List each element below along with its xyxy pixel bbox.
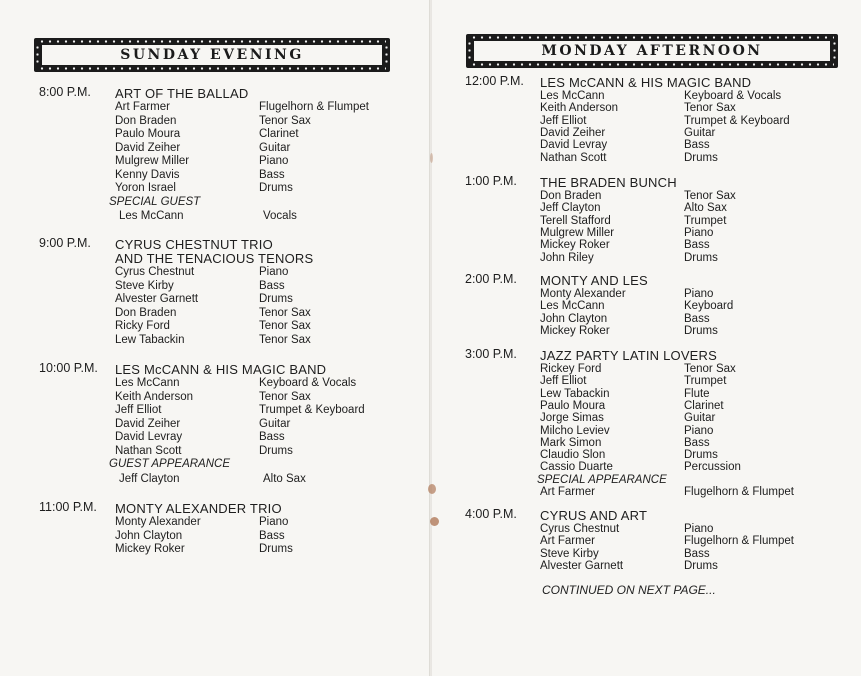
instrument: Bass <box>684 139 710 152</box>
instrument: Bass <box>684 312 710 325</box>
slot-time: 1:00 P.M. <box>465 174 517 188</box>
musician-name: John Clayton <box>540 312 608 325</box>
musician-name: David Zeiher <box>540 126 606 139</box>
instrument: Guitar <box>259 417 291 430</box>
schedule-slot <box>39 236 419 346</box>
continued-note: CONTINUED ON NEXT PAGE... <box>542 583 716 597</box>
instrument: Piano <box>259 516 289 528</box>
instrument: Drums <box>259 182 293 194</box>
section-title: MONDAY AFTERNOON <box>541 43 763 59</box>
musician-name: Paulo Moura <box>115 128 181 140</box>
instrument: Tenor Sax <box>259 320 311 332</box>
instrument: Drums <box>684 324 718 337</box>
musician-name: Keith Anderson <box>115 390 194 403</box>
paper-stain <box>428 484 436 494</box>
musician-name: Monty Alexander <box>540 288 626 300</box>
musician-name: Lew Tabackin <box>540 387 610 400</box>
instrument: Drums <box>684 559 718 572</box>
musician-name: Don Braden <box>115 306 177 319</box>
slot-time: 4:00 P.M. <box>465 507 517 521</box>
instrument: Piano <box>684 424 714 437</box>
instrument: Bass <box>259 279 285 292</box>
instrument: Drums <box>684 151 718 164</box>
musician-name: Jeff Elliot <box>540 375 587 388</box>
instrument: Flugelhorn & Flumpet <box>259 101 369 113</box>
paper-stain <box>430 517 439 526</box>
musician-name: Cassio Duarte <box>540 461 613 474</box>
instrument: Keyboard & Vocals <box>259 377 357 389</box>
instrument: Drums <box>684 251 718 264</box>
musician-name: John Clayton <box>115 529 183 542</box>
instrument: Flute <box>684 387 710 400</box>
musician-name: Mickey Roker <box>540 239 610 252</box>
instrument: Alto Sax <box>263 472 306 485</box>
instrument: Tenor Sax <box>259 390 311 403</box>
musician-name: Les McCann <box>540 90 605 102</box>
act-title: ART OF THE BALLAD <box>115 86 249 101</box>
musician-name: Jeff Clayton <box>540 202 601 215</box>
act-title: LES McCANN & HIS MAGIC BAND <box>115 362 327 377</box>
instrument: Bass <box>684 547 710 560</box>
musician-name: Steve Kirby <box>540 547 599 560</box>
instrument: Tenor Sax <box>259 114 311 127</box>
section-title: SUNDAY EVENING <box>120 47 304 63</box>
act-title: MONTY AND LES <box>540 273 648 288</box>
musician-name: Mickey Roker <box>115 543 185 555</box>
instrument: Alto Sax <box>684 202 727 215</box>
musician-name: Nathan Scott <box>540 151 607 164</box>
musician-name: Ricky Ford <box>115 320 170 332</box>
instrument: Drums <box>684 449 718 462</box>
instrument: Vocals <box>263 210 297 222</box>
instrument: Keyboard <box>684 300 734 313</box>
musician-name: David Levray <box>115 431 183 443</box>
musician-name: Art Farmer <box>540 486 595 498</box>
musician-name: David Levray <box>540 139 608 152</box>
instrument: Flugelhorn & Flumpet <box>684 535 794 548</box>
instrument: Piano <box>684 288 714 300</box>
schedule-slot <box>465 347 855 498</box>
musician-name: Steve Kirby <box>115 279 174 292</box>
instrument: Piano <box>259 266 289 278</box>
musician-name: Art Farmer <box>540 535 595 548</box>
musician-name: Nathan Scott <box>115 444 182 457</box>
musician-name: Jeff Elliot <box>115 404 162 416</box>
instrument: Flugelhorn & Flumpet <box>684 486 794 498</box>
musician-name: Cyrus Chestnut <box>115 266 195 278</box>
slot-time: 12:00 P.M. <box>465 74 524 88</box>
instrument: Guitar <box>684 126 716 139</box>
schedule-slot <box>465 272 855 337</box>
instrument: Bass <box>684 436 710 449</box>
instrument: Tenor Sax <box>259 333 311 346</box>
guest-heading: SPECIAL APPEARANCE <box>537 473 667 486</box>
musician-name: Les McCann <box>115 377 180 389</box>
musician-name: John Riley <box>540 251 594 264</box>
musician-name: Alvester Garnett <box>540 559 624 572</box>
musician-name: Mulgrew Miller <box>540 226 615 239</box>
instrument: Piano <box>684 523 714 535</box>
instrument: Bass <box>259 529 285 542</box>
instrument: Piano <box>684 226 714 239</box>
musician-name: Don Braden <box>115 114 177 127</box>
instrument: Piano <box>259 155 289 167</box>
instrument: Clarinet <box>684 399 724 412</box>
slot-time: 9:00 P.M. <box>39 236 91 250</box>
right-page <box>432 0 861 676</box>
musician-name: Keith Anderson <box>540 102 619 115</box>
instrument: Drums <box>259 293 293 305</box>
schedule-slot <box>465 507 855 572</box>
schedule-slot <box>39 361 419 485</box>
instrument: Trumpet & Keyboard <box>259 404 365 416</box>
musician-name: Art Farmer <box>115 101 170 113</box>
guest-heading: SPECIAL GUEST <box>109 195 201 208</box>
paper-stain <box>430 153 433 163</box>
instrument: Tenor Sax <box>684 190 736 202</box>
slot-time: 3:00 P.M. <box>465 347 517 361</box>
musician-name: Les McCann <box>540 300 605 313</box>
schedule-slot <box>465 74 855 164</box>
instrument: Clarinet <box>259 128 299 140</box>
instrument: Drums <box>259 543 293 555</box>
guest-heading: GUEST APPEARANCE <box>109 458 230 470</box>
instrument: Trumpet <box>684 375 727 388</box>
act-title: CYRUS CHESTNUT TRIO <box>115 237 273 252</box>
musician-name: Milcho Leviev <box>540 424 610 437</box>
slot-time: 2:00 P.M. <box>465 272 517 286</box>
musician-name: Yoron Israel <box>115 182 176 194</box>
musician-name: Jeff Elliot <box>540 114 587 127</box>
marquee-header-right <box>466 34 838 68</box>
musician-name: Les McCann <box>119 210 184 222</box>
musician-name: Paulo Moura <box>540 399 606 412</box>
instrument: Guitar <box>684 412 716 425</box>
musician-name: Kenny Davis <box>115 168 180 181</box>
instrument: Tenor Sax <box>259 306 311 319</box>
musician-name: Mark Simon <box>540 436 602 449</box>
musician-name: Lew Tabackin <box>115 333 185 346</box>
instrument: Drums <box>259 444 293 457</box>
musician-name: Terell Stafford <box>540 214 611 227</box>
musician-name: David Zeiher <box>115 141 181 154</box>
act-title: LES McCANN & HIS MAGIC BAND <box>540 75 752 90</box>
instrument: Guitar <box>259 141 291 154</box>
instrument: Bass <box>259 431 285 443</box>
instrument: Percussion <box>684 461 741 474</box>
instrument: Bass <box>684 239 710 252</box>
instrument: Bass <box>259 168 285 181</box>
instrument: Keyboard & Vocals <box>684 90 782 102</box>
instrument: Tenor Sax <box>684 363 736 375</box>
slot-time: 11:00 P.M. <box>39 500 97 514</box>
musician-name: Cyrus Chestnut <box>540 523 620 535</box>
musician-name: David Zeiher <box>115 417 181 430</box>
act-title: AND THE TENACIOUS TENORS <box>115 251 314 266</box>
act-title: MONTY ALEXANDER TRIO <box>115 501 282 516</box>
left-page <box>0 0 430 676</box>
act-title: JAZZ PARTY LATIN LOVERS <box>540 348 718 363</box>
slot-time: 8:00 P.M. <box>39 85 91 99</box>
musician-name: Jorge Simas <box>540 412 604 425</box>
musician-name: Claudio Slon <box>540 449 606 462</box>
musician-name: Jeff Clayton <box>119 472 180 485</box>
instrument: Tenor Sax <box>684 102 736 115</box>
instrument: Trumpet <box>684 214 727 227</box>
slot-time: 10:00 P.M. <box>39 361 98 375</box>
musician-name: Rickey Ford <box>540 363 602 375</box>
musician-name: Alvester Garnett <box>115 293 199 305</box>
musician-name: Mickey Roker <box>540 324 610 337</box>
schedule-slot <box>465 174 855 264</box>
schedule-slot <box>39 85 419 222</box>
marquee-header-left <box>34 38 390 72</box>
musician-name: Monty Alexander <box>115 516 201 528</box>
musician-name: Don Braden <box>540 190 602 202</box>
schedule-slot <box>39 500 419 555</box>
act-title: THE BRADEN BUNCH <box>540 175 677 190</box>
instrument: Trumpet & Keyboard <box>684 114 790 127</box>
musician-name: Mulgrew Miller <box>115 155 190 167</box>
act-title: CYRUS AND ART <box>540 508 648 523</box>
